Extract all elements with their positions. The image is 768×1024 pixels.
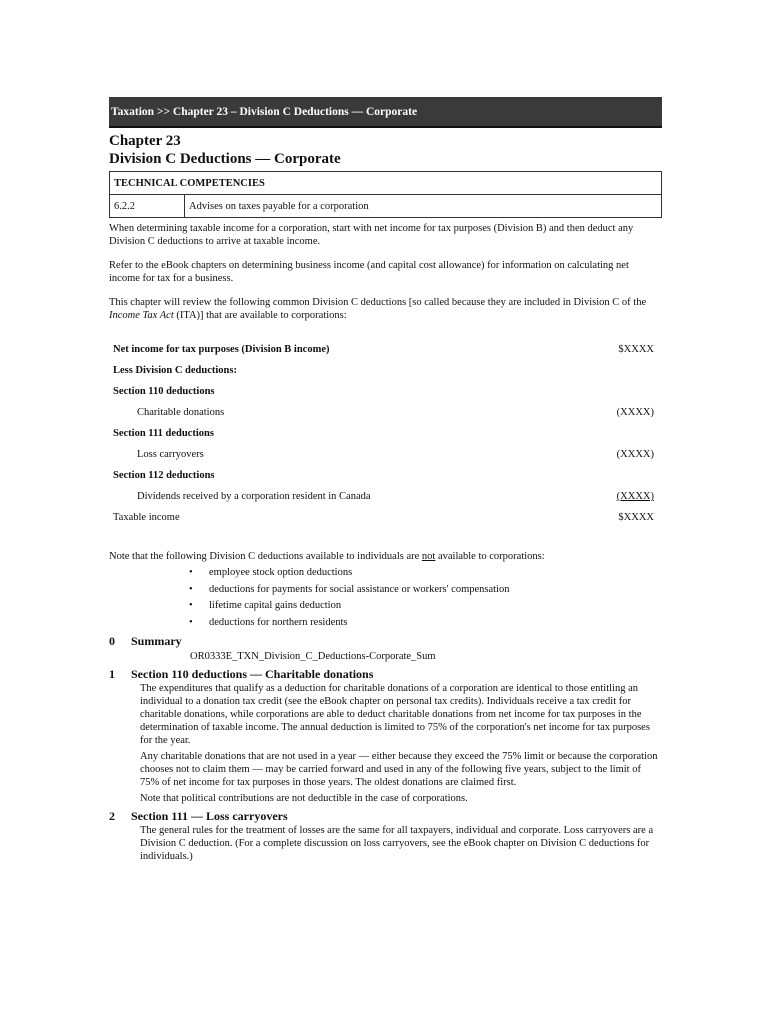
chapter-number: Chapter 23 bbox=[109, 133, 181, 149]
note-text: Note that the following Division C deductions available to individuals are bbox=[109, 551, 422, 562]
section-title: Section 110 deductions — Charitable donations bbox=[131, 667, 374, 681]
excluded-deductions-list bbox=[109, 565, 662, 631]
calc-row-s110 bbox=[109, 381, 662, 402]
note-paragraph bbox=[109, 550, 662, 563]
calc-label: Charitable donations bbox=[137, 407, 225, 418]
section-110-body bbox=[109, 682, 662, 805]
document-page bbox=[109, 97, 662, 866]
calc-label: Section 110 deductions bbox=[113, 386, 215, 397]
taxable-income-calculation bbox=[109, 339, 662, 528]
section-heading-summary bbox=[109, 633, 662, 649]
act-name: Income Tax Act bbox=[109, 310, 174, 321]
calc-row-loss bbox=[109, 444, 662, 465]
calc-label: Net income for tax purposes (Division B income) bbox=[113, 344, 330, 355]
intro-p3-text-end: (ITA)] that are available to corporations: bbox=[173, 310, 347, 321]
list-item bbox=[189, 615, 662, 632]
calc-row-net-income bbox=[109, 339, 662, 360]
section-number: 1 bbox=[109, 667, 115, 681]
calc-value: (XXXX) bbox=[616, 407, 654, 418]
section-title: Section 111 — Loss carryovers bbox=[131, 809, 288, 823]
intro-paragraph-3 bbox=[109, 296, 662, 322]
bullet: • bbox=[189, 600, 193, 611]
calc-label: Section 112 deductions bbox=[113, 470, 215, 481]
calc-value: (XXXX) bbox=[616, 449, 654, 460]
bullet: • bbox=[189, 567, 193, 578]
section-111-paragraph-1: The general rules for the treatment of losses are the same for all taxpayers, individual and corporate. Loss carryovers are a Division C deduction. (For a complete discussion on loss carryovers, see the eBook chapter on Division C deductions for individuals.) bbox=[140, 825, 654, 862]
list-item bbox=[189, 565, 662, 582]
calc-row-s112 bbox=[109, 465, 662, 486]
section-110-paragraph-3: Note that political contributions are not deductible in the case of corporations. bbox=[140, 793, 468, 804]
calc-label: Dividends received by a corporation resident in Canada bbox=[137, 491, 371, 502]
section-110-paragraph-2: Any charitable donations that are not used in a year — either because they exceed the 75% limit or because the corporation chooses not to claim them — may be carried forward and used in any of the following five years, subject to the limit of 75% of net income for tax purposes in those years. The oldest donations are claimed first. bbox=[140, 751, 658, 788]
calc-row-dividends bbox=[109, 486, 662, 507]
note-emphasis: not bbox=[421, 551, 436, 562]
list-item bbox=[189, 598, 662, 615]
calc-value: $XXXX bbox=[618, 512, 654, 523]
list-item-text: deductions for northern residents bbox=[209, 616, 348, 628]
calc-label: Loss carryovers bbox=[137, 449, 204, 460]
bullet: • bbox=[189, 616, 193, 628]
competency-description: Advises on taxes payable for a corporation bbox=[185, 195, 662, 218]
breadcrumb: Taxation >> Chapter 23 – Division C Deductions — Corporate bbox=[109, 97, 662, 128]
calc-label: Section 111 deductions bbox=[113, 428, 214, 439]
intro-p3-text: This chapter will review the following common Division C deductions [so called because they are included in Division C of the bbox=[109, 297, 647, 308]
summary-reference: OR0333E_TXN_Division_C_Deductions-Corporate_Sum bbox=[190, 651, 436, 662]
calc-label: Less Division C deductions: bbox=[113, 365, 237, 376]
page-title: Division C Deductions — Corporate bbox=[109, 151, 341, 167]
calc-row-taxable bbox=[109, 507, 662, 528]
calc-value: (XXXX) bbox=[616, 491, 654, 502]
section-heading-110 bbox=[109, 666, 662, 682]
calc-row-charitable bbox=[109, 402, 662, 423]
calc-row-s111 bbox=[109, 423, 662, 444]
section-110-paragraph-1: The expenditures that qualify as a deduction for charitable donations of a corporation are identical to those entitling an individual to a donation tax credit (see the eBook chapter on personal tax credits). Individuals receive a tax credit for charitable donations, while corporations are able to deduct charitable donations from net income for tax purposes in the determination of taxable income. The annual deduction is limited to 75% of the corporation's net income for tax purposes for the year. bbox=[140, 683, 650, 746]
competency-code: 6.2.2 bbox=[110, 195, 185, 218]
intro-paragraph-1: When determining taxable income for a corporation, start with net income for tax purposes (Division B) and then deduct any Division C deductions to arrive at taxable income. bbox=[109, 223, 634, 247]
section-title: Summary bbox=[131, 634, 182, 648]
note-text-end: available to corporations: bbox=[435, 551, 545, 562]
calc-value: $XXXX bbox=[618, 344, 654, 355]
bullet: • bbox=[189, 583, 193, 595]
list-item-text: employee stock option deductions bbox=[209, 567, 353, 578]
section-number: 0 bbox=[109, 634, 115, 648]
list-item-text: deductions for payments for social assistance or workers' compensation bbox=[209, 583, 510, 595]
calc-row-less bbox=[109, 360, 662, 381]
section-number: 2 bbox=[109, 809, 115, 823]
list-item-text: lifetime capital gains deduction bbox=[209, 600, 342, 611]
intro-paragraph-2: Refer to the eBook chapters on determining business income (and capital cost allowance) for information on calculating net income for tax for a business. bbox=[109, 260, 629, 284]
section-111-body bbox=[109, 824, 662, 863]
section-heading-111 bbox=[109, 808, 662, 824]
list-item bbox=[189, 582, 662, 599]
calc-label: Taxable income bbox=[113, 512, 180, 523]
competencies-table bbox=[109, 171, 662, 218]
competencies-header: TECHNICAL COMPETENCIES bbox=[110, 172, 662, 195]
